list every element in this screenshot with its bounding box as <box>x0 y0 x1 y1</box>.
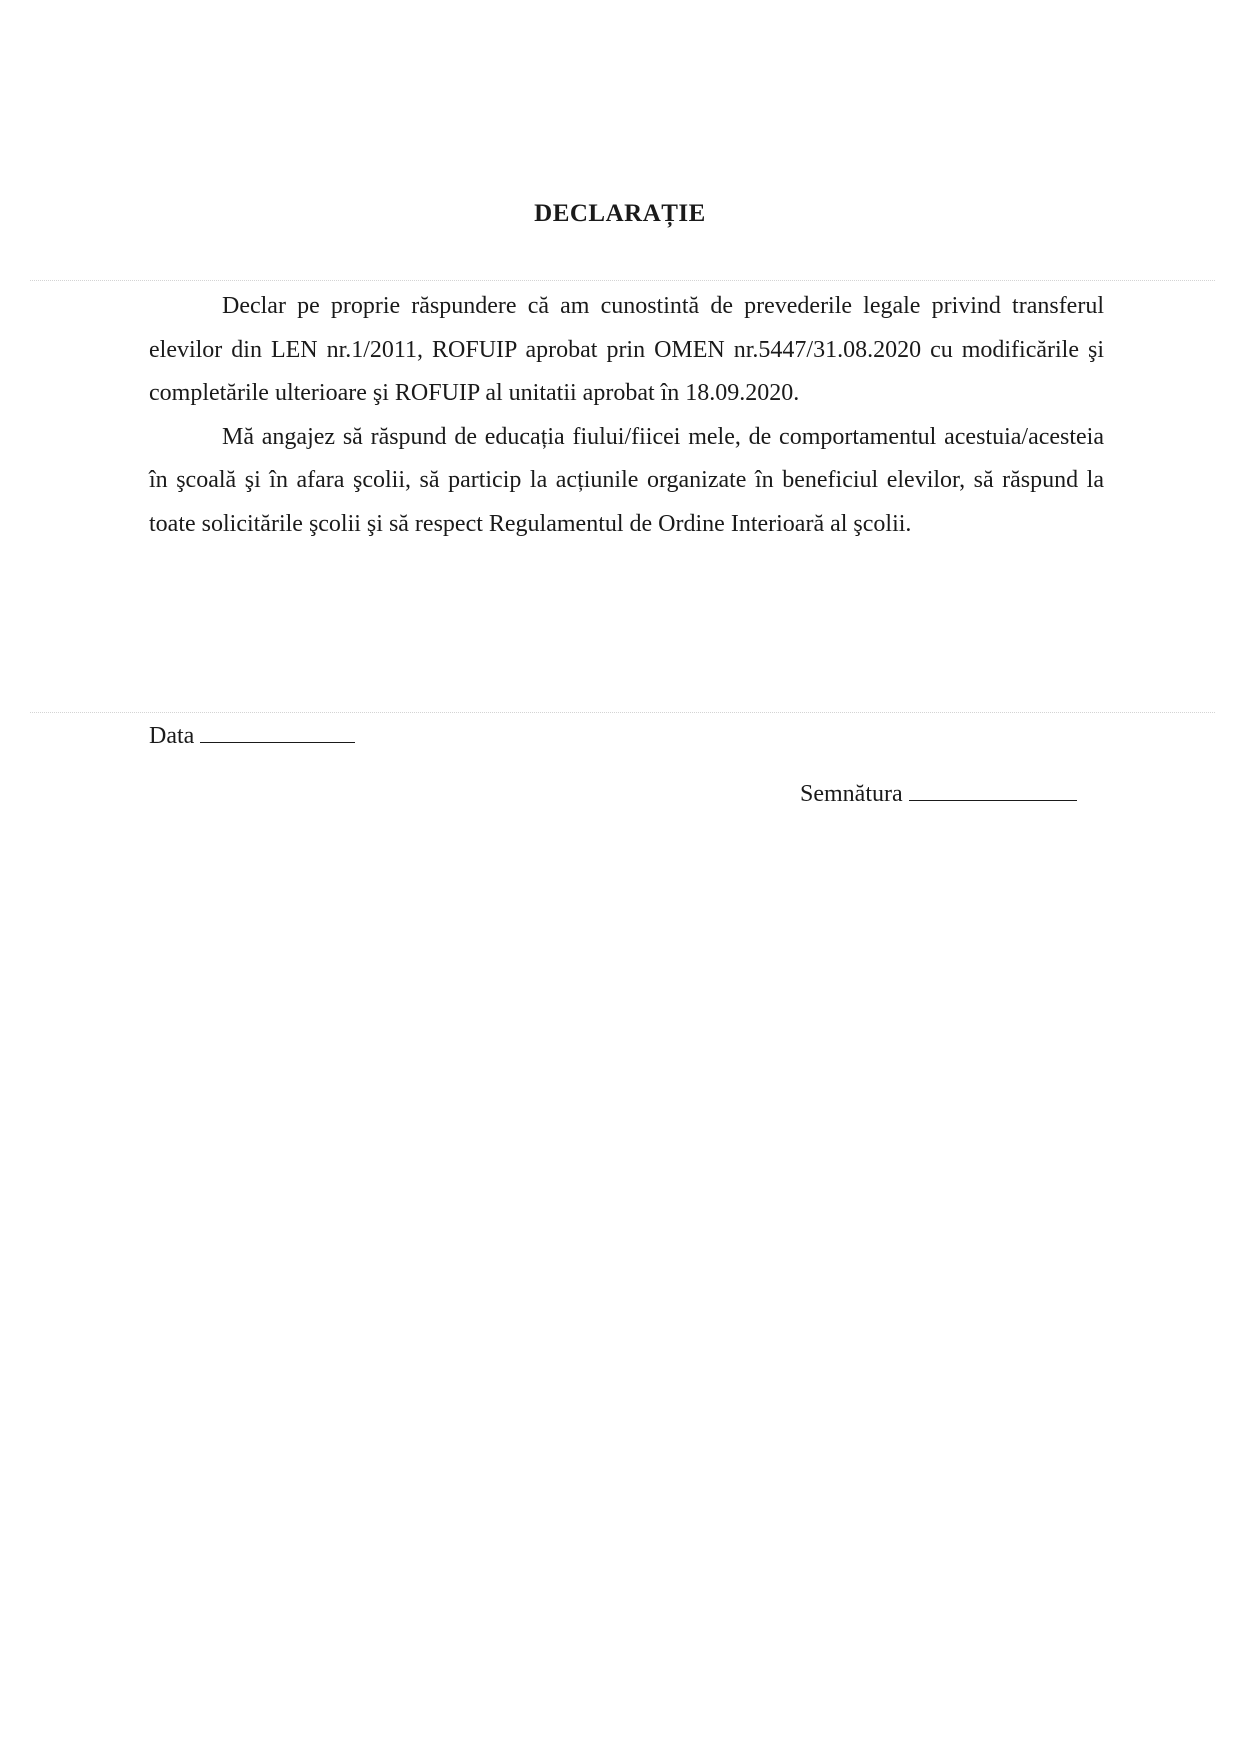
signature-field <box>800 778 1077 808</box>
paragraph-legal-acknowledgement: Declar pe proprie răspundere că am cunostintă de prevederile legale privind transferul elevilor din LEN nr.1/2011, ROFUIP aprobat prin OMEN nr.5447/31.08.2020 cu modificările şi completările ulterioare şi ROFUIP al unitatii aprobat în 18.09.2020. <box>149 293 1104 406</box>
paragraph-parent-commitment: Mă angajez să răspund de educația fiului/fiicei mele, de comportamentul acestuia/acesteia în şcoală şi în afara şcolii, să particip la acțiunile organizate în beneficiul elevilor, să răspund la toate solicitările şcolii şi să respect Regulamentul de Ordine Interioară al şcolii. <box>149 423 1104 537</box>
signature-label: Semnătura <box>800 781 903 807</box>
scan-artifact-line <box>30 280 1215 281</box>
date-blank-line[interactable] <box>200 720 355 743</box>
signature-blank-line[interactable] <box>909 778 1077 801</box>
declaration-body <box>149 285 1104 546</box>
scan-artifact-line <box>30 712 1215 713</box>
date-field <box>149 720 355 750</box>
page-title: DECLARAȚIE <box>534 200 706 227</box>
date-label: Data <box>149 723 195 749</box>
